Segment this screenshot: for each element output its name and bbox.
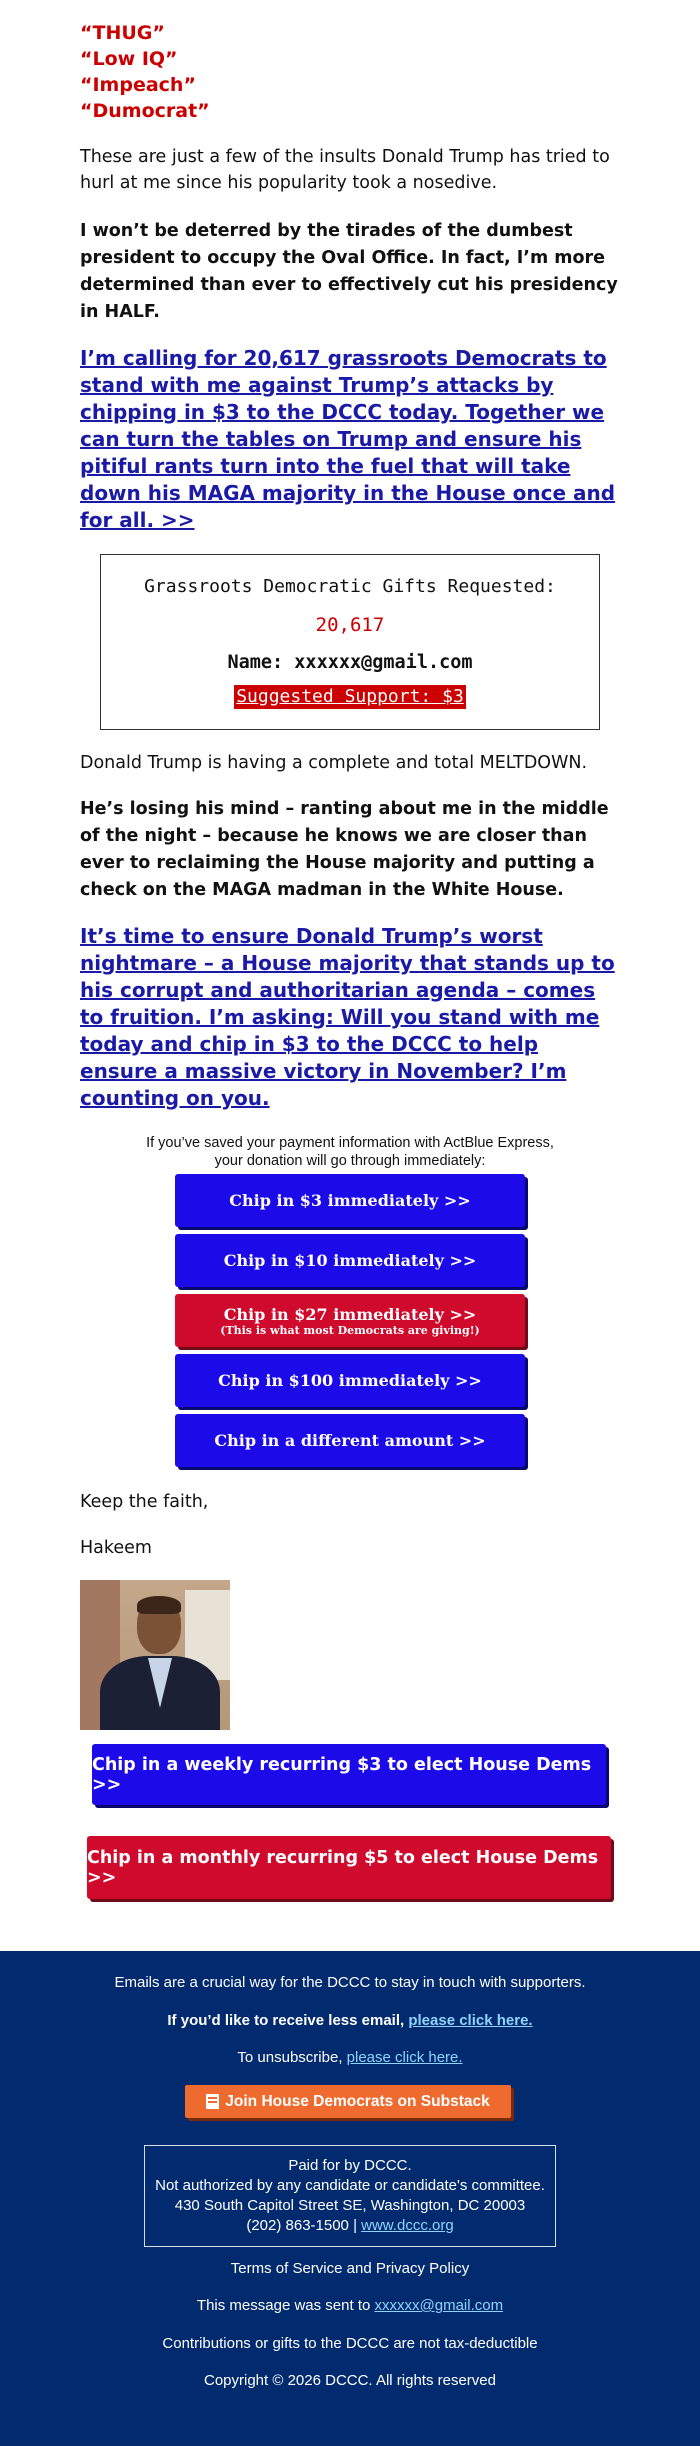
substack-button[interactable]: Join House Democrats on Substack [185,2085,511,2118]
monthly-recurring-button[interactable]: Chip in a monthly recurring $5 to elect House Dems >> [87,1836,611,1899]
chip-other-button[interactable]: Chip in a different amount >> [175,1414,525,1467]
recipient-email-link[interactable]: xxxxxx@gmail.com [374,2297,504,2314]
insult-list [80,20,620,124]
insult-item: “THUG” [80,22,165,44]
insult-item: “Impeach” [80,74,196,96]
paid-for-box: Paid for by DCCC. Not authorized by any candidate or candidate's committee. 430 South Capitol Street SE, Washington, DC 20003 (202) 863-1500 | www.dccc.org [144,2145,556,2247]
weekly-recurring-button[interactable]: Chip in a weekly recurring $3 to elect House Dems >> [92,1744,606,1805]
paragraph-insults: These are just a few of the insults Donald Trump has tried to hurl at me since his popularity took a nosedive. [80,147,610,193]
chip-27-button[interactable]: Chip in $27 immediately >> (This is what most Democrats are giving!) [175,1294,525,1347]
signature: Hakeem [80,1538,152,1558]
substack-icon [206,2094,219,2109]
insult-item: “Dumocrat” [80,100,210,122]
chip-3-button[interactable]: Chip in $3 immediately >> [175,1174,525,1227]
paragraph-determined: I won’t be deterred by the tirades of the dumbest president to occupy the Oval Office. In fact, I’m more determined than ever to effectively cut his presidency in HALF. [80,221,618,322]
footer-unsubscribe: To unsubscribe, please click here. [237,2049,463,2066]
unsubscribe-link[interactable]: please click here. [346,2049,463,2066]
footer-contributions: Contributions or gifts to the DCCC are not tax-deductible [162,2335,538,2352]
footer-emails-note: Emails are a crucial way for the DCCC to stay in touch with supporters. [114,1974,586,1991]
footer [0,1951,700,2446]
paragraph-meltdown: Donald Trump is having a complete and total MELTDOWN. [80,753,588,773]
insult-item: “Low IQ” [80,48,178,70]
actblue-note: If you’ve saved your payment information with ActBlue Express, your donation will go through immediately: [146,1135,554,1169]
footer-sent-to: This message was sent to xxxxxx@gmail.com [196,2297,504,2314]
chip-10-button[interactable]: Chip in $10 immediately >> [175,1234,525,1287]
dccc-site-link[interactable]: www.dccc.org [361,2217,454,2234]
donate-link-nightmare[interactable]: It’s time to ensure Donald Trump’s worst nightmare – a House majority that stands up to his corrupt and authoritarian agenda – comes to fruition. I’m asking: Will you stand with me today and chip in $3 to the DCCC to help ensure a massive victory in November? I’m counting on you. [80,924,615,1110]
terms-link[interactable]: Terms of Service and Privacy Policy [230,2260,470,2277]
suggested-support-link[interactable]: Suggested Support: $3 [236,686,464,707]
gift-box-count: 20,617 [315,614,385,636]
gift-box-title: Grassroots Democratic Gifts Requested: [144,576,556,597]
gift-box-name: Name: xxxxxx@gmail.com [227,652,473,673]
paragraph-losing: He’s losing his mind – ranting about me in the middle of the night – because he knows we are closer than ever to reclaiming the House majority and putting a check on the MAGA madman in the White House. [80,799,609,900]
gift-request-box [100,554,600,730]
donation-buttons [80,1174,620,1467]
signoff: Keep the faith, [80,1492,209,1512]
less-email-link[interactable]: please click here. [408,2012,533,2029]
portrait-photo [80,1580,230,1730]
chip-27-subtext: (This is what most Democrats are giving!) [220,1323,480,1337]
email-body [80,20,620,1730]
donate-link-calling[interactable]: I’m calling for 20,617 grassroots Democrats to stand with me against Trump’s attacks by chipping in $3 to the DCCC today. Together we can turn the tables on Trump and ensure his pitiful rants turn into the fuel that will take down his MAGA majority in the House once and for all. >> [80,346,616,532]
chip-100-button[interactable]: Chip in $100 immediately >> [175,1354,525,1407]
footer-less-email: If you’d like to receive less email, please click here. [167,2012,533,2029]
footer-copyright: Copyright © 2026 DCCC. All rights reserved [203,2372,496,2389]
